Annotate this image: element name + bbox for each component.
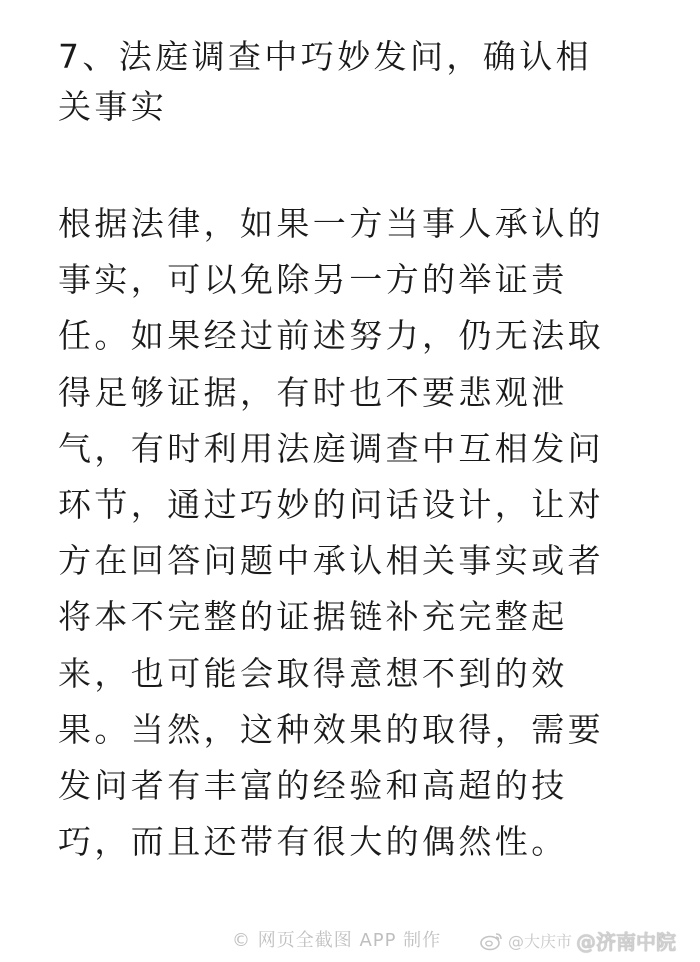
weibo-icon: [480, 931, 504, 951]
watermark-footer: [0, 922, 700, 962]
article: [58, 32, 658, 132]
watermark-account-one: @大庆市: [508, 932, 573, 951]
weibo-watermark: [480, 926, 676, 955]
screenshot-credit: © 网页全截图 APP 制作: [232, 930, 442, 951]
watermark-account-two: @济南中院: [576, 930, 677, 954]
article-body: 根据法律，如果一方当事人承认的 事实，可以免除另一方的举证责 任。如果经过前述努力，仍无法取 得足够证据，有时也不要悲观泄 气，有时利用法庭调查中互相发问 环节，通过巧妙的问话设计，让对 方在回答问题中承认相关事实或者 将本不完整的证据链补充完整起 来，也可能会取得意想不到的效 果。当然，这种效果的取得，需要 发问者有丰富的经验和高超的技 巧，而且还带有很大的偶然性。: [58, 204, 604, 862]
article-heading: 7、法庭调查中巧妙发问，确认相 关事实: [58, 37, 592, 126]
